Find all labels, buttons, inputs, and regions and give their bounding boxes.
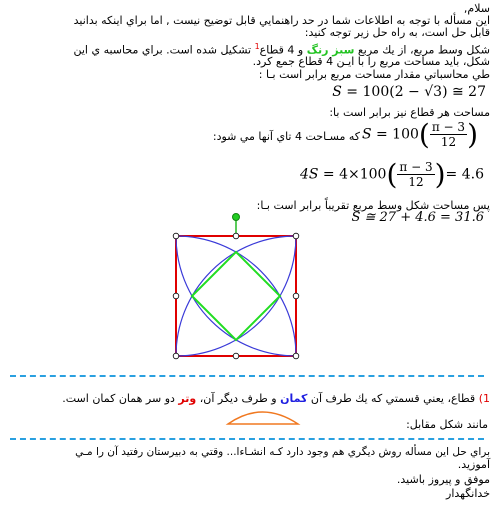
footnote-text-b: و طرف ديگر آن، [199, 392, 277, 405]
outer-square[interactable] [176, 236, 296, 356]
shape-description-line-2: شكل، بايد مساحت مربع را با ايـن 4 قطاع جمع كرد. [252, 55, 490, 68]
intro-line-1: اين مسأله با توجه به اطلاعات شما در حد راهنمايي قابل توضيح نيست , اما براي اينكه بدانيد [73, 14, 490, 27]
divider-bottom [10, 438, 484, 440]
equation-sector-area: S = 100( $\frac{\pi - 3}{12}$ ) [361, 118, 478, 151]
equation-square-area: S = 100(2 − √3) ≅ 27 [332, 84, 486, 100]
square-area-label: طي محاسباتي مقدار مساحت مربع برابر است بـا : [258, 68, 490, 81]
footnote-text-a: قطاع، يعني قسمتي كه يك طرف آن [310, 392, 476, 405]
shape-suffix: تشكيل شده است. براي محاسبه ي اين [73, 43, 252, 57]
selection-handles[interactable] [173, 233, 299, 359]
footnote [62, 392, 490, 405]
footnote-chord: وتر [178, 392, 197, 405]
divider-top [10, 375, 484, 377]
sector-area-label: مساحت هر قطاع نيز برابر است با: [329, 106, 490, 119]
like-shape-label: مانند شكل مقابل: [406, 418, 488, 431]
closing-line-2: آموزيد. [457, 458, 490, 471]
greeting: سلام, [463, 2, 490, 15]
arc-from-top-right [176, 236, 296, 356]
final-area-label: پس مساحت شكل وسط مربع تقريباً برابر است بـا: [256, 199, 490, 212]
rotate-handle[interactable] [233, 214, 240, 221]
inner-green-square [192, 252, 280, 340]
closing-line-1: براي حل اين مسأله روش ديگري هم وجود دارد كـه انشـاءا... وقتي به دبيرستان رفتيد آن را مـي [75, 446, 490, 458]
final-equation: S ≅ 27 + 4.6 = 31.6 [351, 210, 484, 225]
shape-footnote-ref: 1 [254, 42, 260, 51]
footnote-number: 1) [478, 392, 490, 405]
four-sectors-label: كه مسـاحت 4 تاي آنها مي شود: [212, 130, 360, 143]
arc-from-bottom-right [176, 236, 296, 356]
arc-from-top-left [176, 236, 296, 356]
shape-prefix: شكل وسط مربع، از يك مربع [357, 43, 490, 57]
goodbye: خدانگهدار [446, 487, 490, 500]
intro-line-2: قابل حل است، به راه حل زير توجه كنيد: [304, 26, 490, 39]
arc-from-bottom-left [176, 236, 296, 356]
sector-shape-icon [228, 412, 298, 424]
wish: موفق و پيروز باشيد. [396, 473, 490, 486]
footnote-arc: كمان [280, 392, 308, 405]
equation-four-sectors: 4S = 4×100( $\frac{\pi - 3}{12}$ )= 4.6 [299, 158, 484, 191]
shape-green-label: سبز رنگ [306, 43, 355, 57]
footnote-text-c: دو سر همان كمان است. [62, 392, 175, 405]
shape-mid: و 4 قطاع [259, 43, 304, 57]
